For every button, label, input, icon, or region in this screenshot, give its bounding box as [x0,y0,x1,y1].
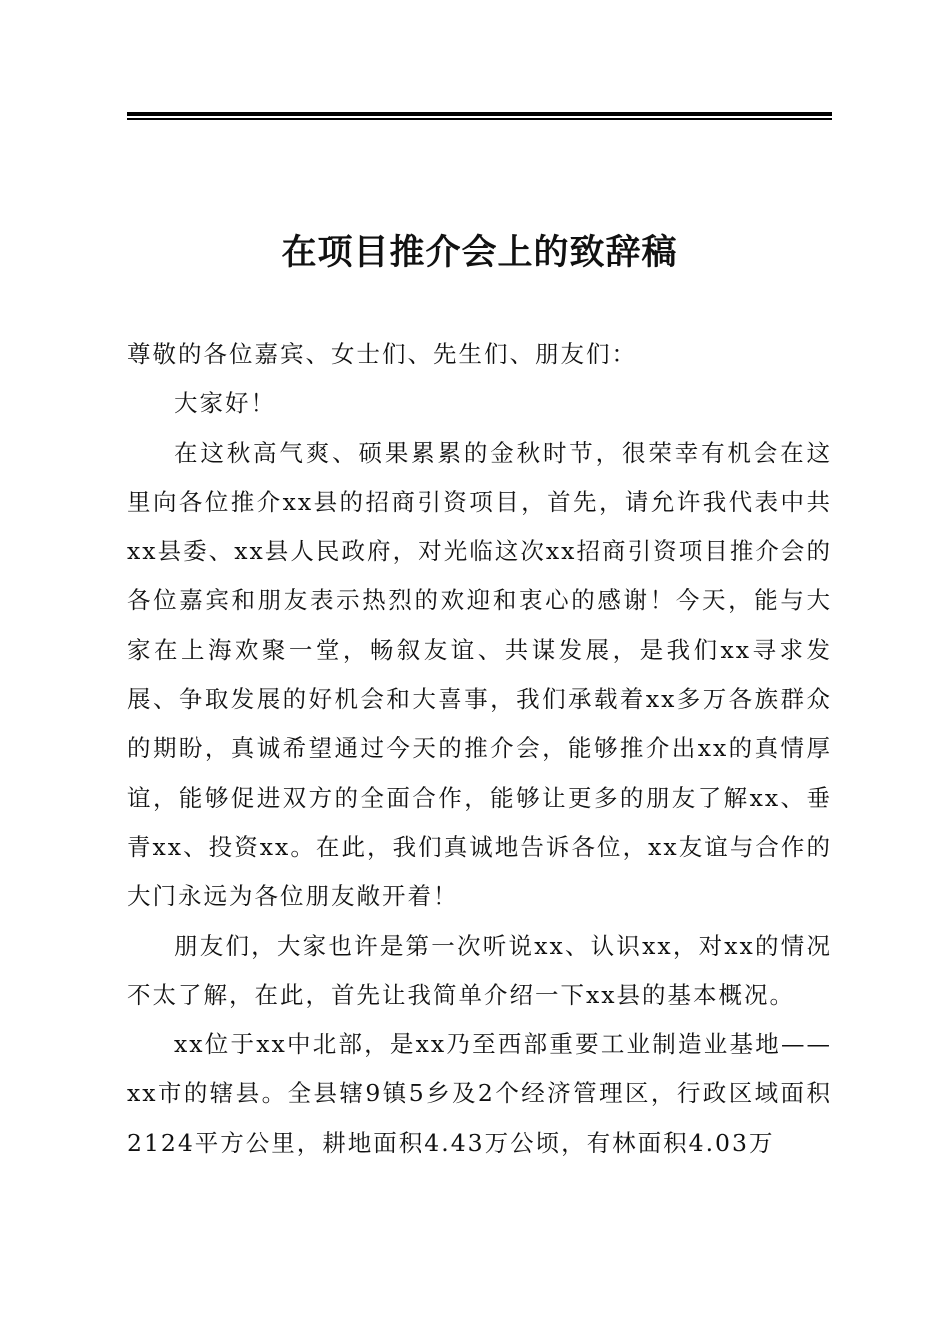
paragraph-greeting: 大家好！ [174,389,276,418]
document-title: 在项目推介会上的致辞稿 [281,232,678,273]
header-rule-thin [127,118,832,120]
header-rule-thick [127,112,832,116]
salutation: 尊敬的各位嘉宾、女士们、先生们、朋友们： [127,340,637,368]
document-body [127,330,832,1168]
paragraph-overview: xx位于xx中北部，是xx乃至西部重要工业制造业基地——xx市的辖县。全县辖9镇5乡及2个经济管理区，行政区域面积2124平方公里，耕地面积4.43万公顷，有林面积4.03万 [127,1030,832,1157]
paragraph-welcome: 在这秋高气爽、硕果累累的金秋时节，很荣幸有机会在这里向各位推介xx县的招商引资项目，首先，请允许我代表中共xx县委、xx县人民政府，对光临这次xx招商引资项目推介会的各位嘉宾和朋友表示热烈的欢迎和衷心的感谢！今天，能与大家在上海欢聚一堂，畅叙友谊、共谋发展，是我们xx寻求发展、争取发展的好机会和大喜事，我们承载着xx多万各族群众的期盼，真诚希望通过今天的推介会，能够推介出xx的真情厚谊，能够促进双方的全面合作，能够让更多的朋友了解xx、垂青xx、投资xx。在此，我们真诚地告诉各位，xx友谊与合作的大门永远为各位朋友敞开着！ [127,438,832,911]
paragraph-intro: 朋友们，大家也许是第一次听说xx、认识xx，对xx的情况不太了解，在此，首先让我简单介绍一下xx县的基本概况。 [127,931,832,1009]
